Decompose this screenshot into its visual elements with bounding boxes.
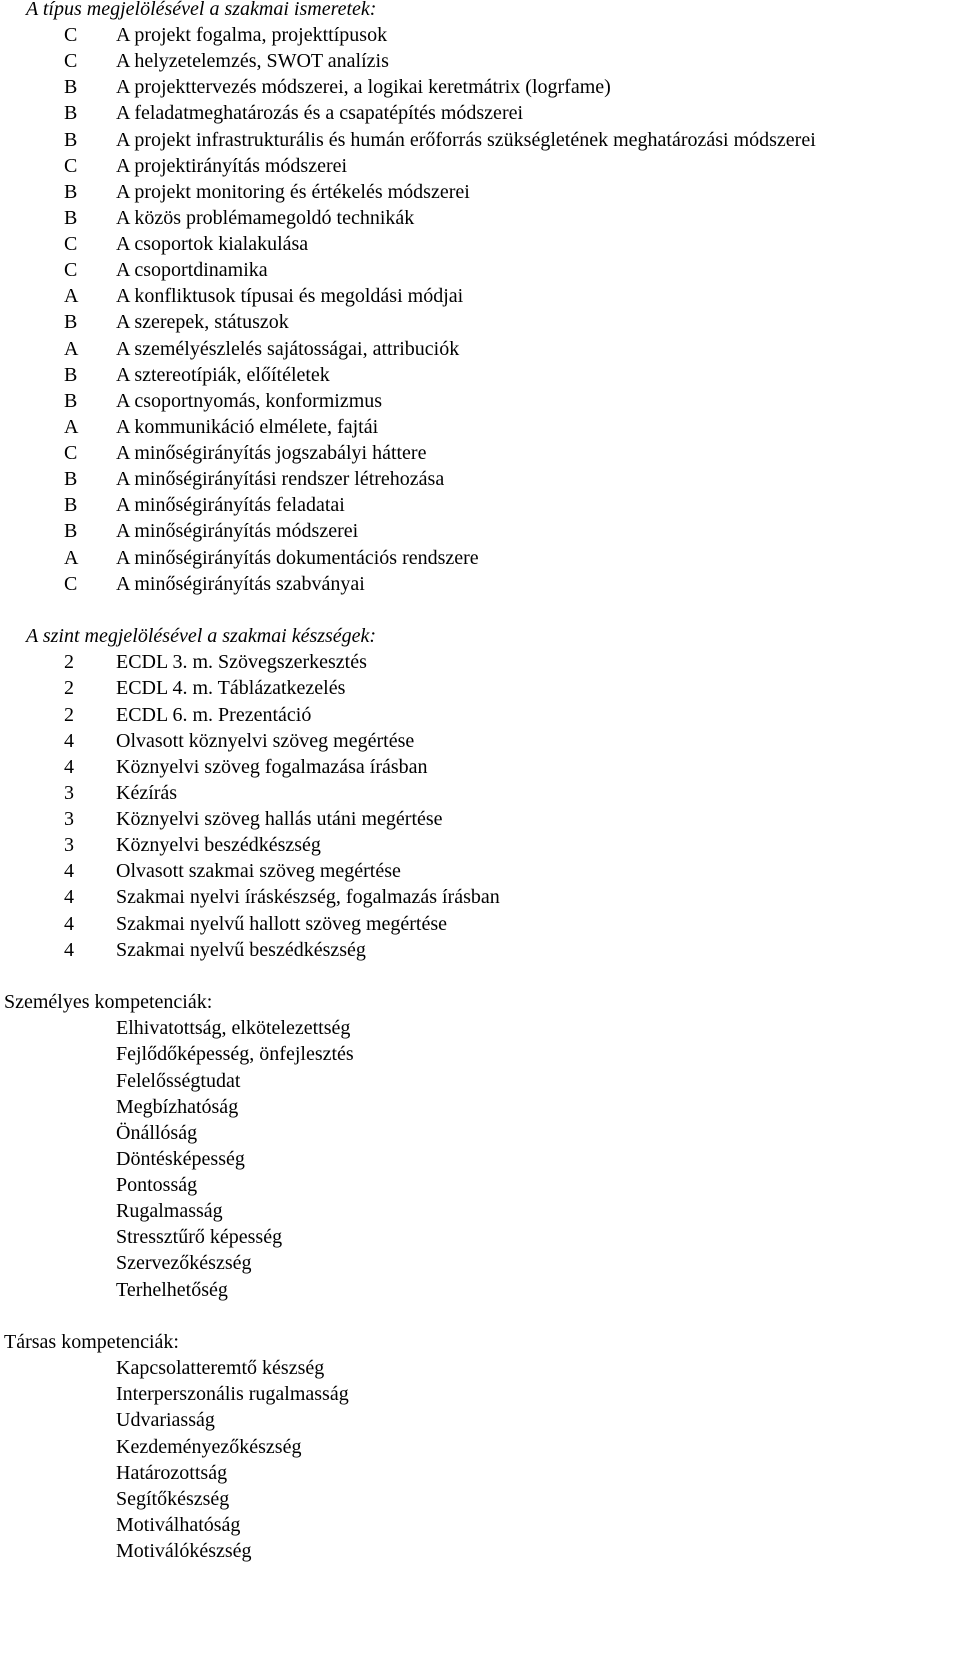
type-label: A sztereotípiák, előítéletek — [116, 364, 330, 386]
personal-heading: Személyes kompetenciák: — [4, 991, 213, 1013]
type-code: C — [64, 442, 78, 464]
personal-item: Terhelhetőség — [116, 1279, 228, 1301]
type-label: A projekt monitoring és értékelés módszerei — [116, 181, 470, 203]
type-label: A személyészlelés sajátosságai, attribuciók — [116, 338, 460, 360]
personal-item: Döntésképesség — [116, 1148, 245, 1170]
social-item: Udvariasság — [116, 1409, 215, 1431]
social-item: Motiválókészség — [116, 1540, 252, 1562]
personal-item: Önállóság — [116, 1122, 198, 1144]
type-code: C — [64, 50, 78, 72]
skills-heading: A szint megjelölésével a szakmai készségek: — [26, 625, 377, 647]
skill-label: Szakmai nyelvű hallott szöveg megértése — [116, 913, 448, 935]
social-item: Kapcsolatteremtő készség — [116, 1357, 325, 1379]
type-label: A minőségirányítás jogszabályi háttere — [116, 442, 427, 464]
type-label: A csoportnyomás, konformizmus — [116, 390, 383, 412]
type-label: A konfliktusok típusai és megoldási módjai — [116, 285, 464, 307]
social-item: Interperszonális rugalmasság — [116, 1383, 349, 1405]
skill-label: ECDL 3. m. Szövegszerkesztés — [116, 651, 367, 673]
type-label: A projekt fogalma, projekttípusok — [116, 24, 388, 46]
type-code: C — [64, 573, 78, 595]
type-label: A minőségirányítás szabványai — [116, 573, 365, 595]
type-code: A — [64, 416, 79, 438]
type-label: A minőségirányítási rendszer létrehozása — [116, 468, 445, 490]
skill-label: Köznyelvi szöveg fogalmazása írásban — [116, 756, 428, 778]
skill-label: Olvasott köznyelvi szöveg megértése — [116, 730, 415, 752]
skill-label: Olvasott szakmai szöveg megértése — [116, 860, 401, 882]
skill-level: 4 — [64, 860, 74, 882]
type-label: A csoportok kialakulása — [116, 233, 309, 255]
type-code: B — [64, 494, 78, 516]
type-code: B — [64, 364, 78, 386]
skill-level: 4 — [64, 730, 74, 752]
type-label: A projekttervezés módszerei, a logikai keretmátrix (logrfame) — [116, 76, 611, 98]
skill-level: 3 — [64, 834, 74, 856]
skill-label: ECDL 6. m. Prezentáció — [116, 704, 312, 726]
type-label: A projekt infrastrukturális és humán erőforrás szükségletének meghatározási módszerei — [116, 129, 816, 151]
skill-label: Köznyelvi szöveg hallás utáni megértése — [116, 808, 443, 830]
types-heading: A típus megjelölésével a szakmai ismeretek: — [26, 0, 377, 20]
type-code: C — [64, 155, 78, 177]
skill-level: 4 — [64, 886, 74, 908]
type-code: C — [64, 24, 78, 46]
type-code: B — [64, 311, 78, 333]
type-code: C — [64, 259, 78, 281]
social-heading: Társas kompetenciák: — [4, 1331, 179, 1353]
type-label: A kommunikáció elmélete, fajtái — [116, 416, 379, 438]
personal-item: Elhivatottság, elkötelezettség — [116, 1017, 351, 1039]
personal-item: Pontosság — [116, 1174, 198, 1196]
skill-level: 2 — [64, 677, 74, 699]
type-code: B — [64, 76, 78, 98]
type-code: B — [64, 181, 78, 203]
skill-level: 2 — [64, 651, 74, 673]
skill-label: Kézírás — [116, 782, 178, 804]
skill-label: Szakmai nyelvi íráskészség, fogalmazás írásban — [116, 886, 500, 908]
personal-item: Megbízhatóság — [116, 1096, 239, 1118]
personal-item: Felelősségtudat — [116, 1070, 241, 1092]
type-code: A — [64, 547, 79, 569]
type-code: B — [64, 129, 78, 151]
type-code: B — [64, 207, 78, 229]
personal-item: Szervezőkészség — [116, 1252, 252, 1274]
social-item: Segítőkészség — [116, 1488, 230, 1510]
type-code: B — [64, 102, 78, 124]
type-label: A minőségirányítás módszerei — [116, 520, 359, 542]
skill-label: Köznyelvi beszédkészség — [116, 834, 321, 856]
skill-level: 4 — [64, 756, 74, 778]
type-code: A — [64, 285, 79, 307]
type-label: A projektirányítás módszerei — [116, 155, 348, 177]
social-item: Kezdeményezőkészség — [116, 1436, 302, 1458]
personal-item: Stressztűrő képesség — [116, 1226, 283, 1248]
skill-level: 3 — [64, 808, 74, 830]
skill-label: ECDL 4. m. Táblázatkezelés — [116, 677, 346, 699]
type-label: A minőségirányítás dokumentációs rendszere — [116, 547, 479, 569]
type-label: A helyzetelemzés, SWOT analízis — [116, 50, 389, 72]
type-label: A csoportdinamika — [116, 259, 268, 281]
type-code: B — [64, 390, 78, 412]
skill-level: 4 — [64, 939, 74, 961]
type-label: A szerepek, státuszok — [116, 311, 289, 333]
type-label: A feladatmeghatározás és a csapatépítés módszerei — [116, 102, 524, 124]
personal-item: Fejlődőképesség, önfejlesztés — [116, 1043, 354, 1065]
type-label: A minőségirányítás feladatai — [116, 494, 345, 516]
personal-item: Rugalmasság — [116, 1200, 223, 1222]
skill-level: 2 — [64, 704, 74, 726]
type-code: B — [64, 468, 78, 490]
type-code: C — [64, 233, 78, 255]
type-label: A közös problémamegoldó technikák — [116, 207, 415, 229]
social-item: Határozottság — [116, 1462, 228, 1484]
skill-label: Szakmai nyelvű beszédkészség — [116, 939, 366, 961]
skill-level: 4 — [64, 913, 74, 935]
type-code: B — [64, 520, 78, 542]
type-code: A — [64, 338, 79, 360]
social-item: Motiválhatóság — [116, 1514, 241, 1536]
skill-level: 3 — [64, 782, 74, 804]
